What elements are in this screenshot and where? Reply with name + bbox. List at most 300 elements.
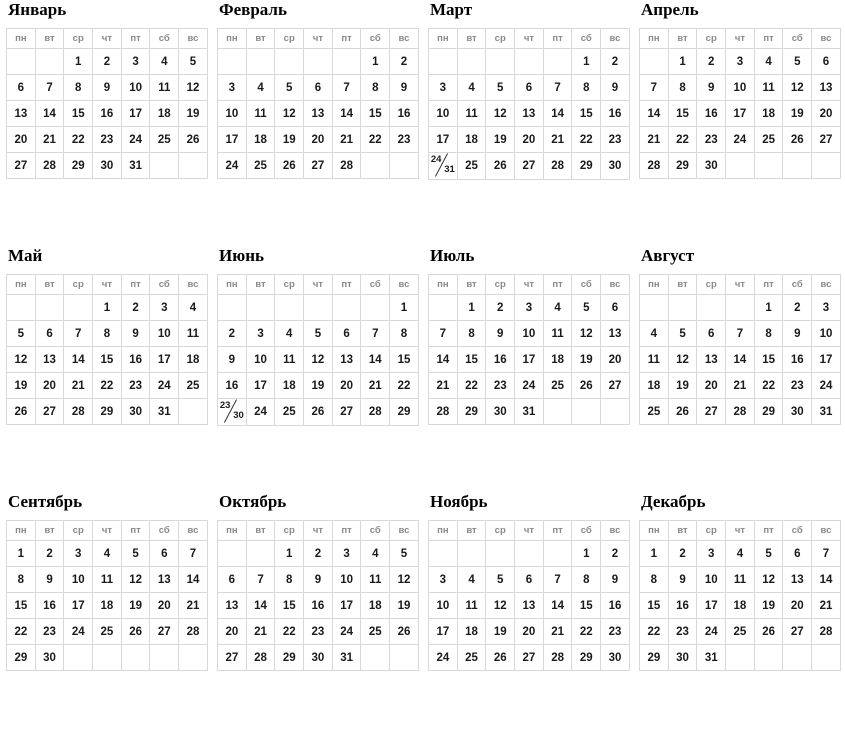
day-cell: 14	[543, 593, 572, 619]
day-cell: 25	[640, 399, 669, 425]
day-cell-empty	[361, 645, 390, 671]
week-row	[7, 75, 208, 101]
weekday-header-чт: чт	[304, 521, 333, 541]
day-cell: 28	[543, 153, 572, 180]
day-cell: 27	[812, 127, 841, 153]
day-cell: 15	[668, 101, 697, 127]
day-cell: 7	[179, 541, 208, 567]
day-cell: 29	[572, 153, 601, 180]
weekday-header-пн: пн	[429, 275, 458, 295]
weekday-header-row	[218, 521, 419, 541]
week-row	[429, 541, 630, 567]
day-cell: 31	[812, 399, 841, 425]
weekday-header-чт: чт	[515, 521, 544, 541]
day-cell-empty	[543, 399, 572, 425]
day-cell: 18	[275, 373, 304, 399]
day-cell: 14	[640, 101, 669, 127]
day-cell: 20	[150, 593, 179, 619]
day-cell: 17	[121, 101, 150, 127]
week-row	[640, 321, 841, 347]
day-cell: 31	[332, 645, 361, 671]
day-cell	[429, 153, 458, 180]
day-cell: 1	[572, 49, 601, 75]
day-cell: 27	[35, 399, 64, 425]
month-title: Май	[8, 246, 43, 265]
day-cell: 25	[457, 153, 486, 180]
day-cell: 4	[457, 567, 486, 593]
week-row	[429, 101, 630, 127]
day-cell: 20	[332, 373, 361, 399]
day-cell: 8	[64, 75, 93, 101]
day-cell: 26	[121, 619, 150, 645]
day-cell: 25	[754, 127, 783, 153]
weekday-header-ср: ср	[64, 275, 93, 295]
day-cell: 6	[783, 541, 812, 567]
month-block	[211, 0, 422, 246]
week-row	[429, 49, 630, 75]
weekday-header-вт: вт	[668, 521, 697, 541]
day-cell: 1	[361, 49, 390, 75]
day-cell: 15	[275, 593, 304, 619]
day-cell: 14	[179, 567, 208, 593]
day-cell: 11	[246, 101, 275, 127]
day-cell: 4	[275, 321, 304, 347]
day-cell: 13	[7, 101, 36, 127]
week-row	[218, 593, 419, 619]
week-row	[7, 373, 208, 399]
day-cell: 6	[35, 321, 64, 347]
day-cell: 22	[361, 127, 390, 153]
day-cell: 2	[601, 49, 630, 75]
day-cell: 28	[361, 399, 390, 426]
day-cell: 28	[726, 399, 755, 425]
weekday-header-пн: пн	[7, 29, 36, 49]
day-cell: 1	[457, 295, 486, 321]
day-cell: 22	[390, 373, 419, 399]
weekday-header-ср: ср	[486, 521, 515, 541]
month-title: Август	[641, 246, 695, 265]
weekday-header-сб: сб	[572, 275, 601, 295]
day-cell: 21	[812, 593, 841, 619]
day-cell: 3	[332, 541, 361, 567]
day-cell: 21	[179, 593, 208, 619]
weekday-header-пт: пт	[543, 521, 572, 541]
day-cell: 11	[275, 347, 304, 373]
weekday-header-row	[7, 521, 208, 541]
day-cell: 30	[93, 153, 122, 179]
weekday-header-пн: пн	[218, 521, 247, 541]
week-row	[429, 399, 630, 425]
week-row	[429, 127, 630, 153]
weekday-header-ср: ср	[486, 275, 515, 295]
weekday-header-сб: сб	[783, 521, 812, 541]
day-cell-empty	[457, 49, 486, 75]
day-cell: 28	[246, 645, 275, 671]
day-cell: 5	[179, 49, 208, 75]
week-row	[640, 49, 841, 75]
month-grid	[6, 520, 208, 671]
day-cell: 17	[515, 347, 544, 373]
day-cell: 2	[668, 541, 697, 567]
day-cell: 1	[390, 295, 419, 321]
day-cell: 5	[486, 567, 515, 593]
week-row	[429, 153, 630, 180]
day-cell: 28	[332, 153, 361, 179]
weekday-header-вс: вс	[179, 521, 208, 541]
day-cell: 12	[121, 567, 150, 593]
weekday-header-row	[640, 521, 841, 541]
weekday-header-ср: ср	[275, 521, 304, 541]
day-cell: 14	[246, 593, 275, 619]
day-cell: 11	[640, 347, 669, 373]
day-cell-empty	[218, 295, 247, 321]
day-cell: 17	[246, 373, 275, 399]
weekday-header-вс: вс	[179, 29, 208, 49]
weekday-header-пт: пт	[332, 275, 361, 295]
day-cell: 13	[218, 593, 247, 619]
week-row	[7, 619, 208, 645]
day-cell: 17	[726, 101, 755, 127]
week-row	[640, 541, 841, 567]
day-cell: 9	[121, 321, 150, 347]
day-cell: 9	[486, 321, 515, 347]
day-cell: 7	[812, 541, 841, 567]
month-grid	[428, 28, 630, 180]
month-title: Июль	[430, 246, 475, 265]
day-cell: 16	[697, 101, 726, 127]
day-cell: 12	[7, 347, 36, 373]
day-cell: 16	[783, 347, 812, 373]
day-cell-empty	[515, 541, 544, 567]
weekday-header-чт: чт	[93, 29, 122, 49]
weekday-header-чт: чт	[515, 275, 544, 295]
day-cell: 20	[812, 101, 841, 127]
weekday-header-вт: вт	[35, 521, 64, 541]
week-row	[429, 619, 630, 645]
week-row	[218, 619, 419, 645]
month-block	[0, 246, 211, 492]
day-cell: 18	[457, 619, 486, 645]
day-cell: 17	[697, 593, 726, 619]
day-cell: 12	[486, 101, 515, 127]
day-cell: 6	[332, 321, 361, 347]
day-cell: 9	[93, 75, 122, 101]
day-cell: 4	[640, 321, 669, 347]
day-cell-empty	[601, 399, 630, 425]
day-cell: 24	[429, 645, 458, 671]
day-cell: 25	[543, 373, 572, 399]
day-cell: 20	[7, 127, 36, 153]
day-cell-empty	[783, 645, 812, 671]
day-cell: 11	[457, 101, 486, 127]
weekday-header-пн: пн	[7, 275, 36, 295]
day-cell-empty	[543, 541, 572, 567]
day-cell: 13	[783, 567, 812, 593]
day-cell: 9	[668, 567, 697, 593]
day-cell: 27	[150, 619, 179, 645]
day-cell-empty	[390, 153, 419, 179]
day-cell: 28	[64, 399, 93, 425]
weekday-header-сб: сб	[783, 275, 812, 295]
day-cell: 16	[121, 347, 150, 373]
day-cell: 26	[486, 153, 515, 180]
day-cell: 2	[486, 295, 515, 321]
month-block	[0, 492, 211, 738]
day-cell: 16	[93, 101, 122, 127]
day-cell: 10	[812, 321, 841, 347]
day-cell: 27	[304, 153, 333, 179]
weekday-header-пн: пн	[429, 29, 458, 49]
day-cell: 18	[93, 593, 122, 619]
day-cell: 3	[697, 541, 726, 567]
day-cell: 15	[390, 347, 419, 373]
weekday-header-пт: пт	[754, 29, 783, 49]
day-cell: 12	[486, 593, 515, 619]
day-cell-empty	[64, 295, 93, 321]
day-cell: 4	[754, 49, 783, 75]
weekday-header-вс: вс	[390, 521, 419, 541]
day-cell: 29	[64, 153, 93, 179]
week-row	[218, 541, 419, 567]
day-cell: 5	[783, 49, 812, 75]
month-block	[422, 492, 633, 738]
day-cell: 3	[150, 295, 179, 321]
day-cell: 1	[754, 295, 783, 321]
month-grid	[6, 28, 208, 179]
weekday-header-сб: сб	[572, 521, 601, 541]
weekday-header-вс: вс	[390, 29, 419, 49]
day-cell: 6	[218, 567, 247, 593]
weekday-header-сб: сб	[150, 521, 179, 541]
day-cell: 8	[572, 567, 601, 593]
month-title: Март	[430, 0, 473, 19]
day-cell: 2	[35, 541, 64, 567]
day-cell: 21	[361, 373, 390, 399]
day-cell-empty	[246, 541, 275, 567]
week-row	[640, 75, 841, 101]
month-grid	[6, 274, 208, 425]
day-cell: 23	[486, 373, 515, 399]
day-cell: 24	[812, 373, 841, 399]
weekday-header-row	[640, 275, 841, 295]
day-cell: 13	[35, 347, 64, 373]
day-cell: 11	[150, 75, 179, 101]
day-cell: 12	[572, 321, 601, 347]
day-cell: 17	[812, 347, 841, 373]
weekday-header-пт: пт	[332, 521, 361, 541]
weekday-header-row	[429, 29, 630, 49]
weekday-header-вт: вт	[457, 29, 486, 49]
dual-day-first: 24	[430, 154, 442, 165]
month-grid	[639, 520, 841, 671]
day-cell: 21	[35, 127, 64, 153]
day-cell: 18	[361, 593, 390, 619]
day-cell: 22	[7, 619, 36, 645]
weekday-header-сб: сб	[361, 275, 390, 295]
weekday-header-пт: пт	[121, 275, 150, 295]
day-cell: 19	[7, 373, 36, 399]
day-cell: 7	[429, 321, 458, 347]
month-block	[422, 246, 633, 492]
weekday-header-вс: вс	[179, 275, 208, 295]
day-cell: 29	[275, 645, 304, 671]
weekday-header-пн: пн	[218, 275, 247, 295]
day-cell: 18	[179, 347, 208, 373]
week-row	[640, 127, 841, 153]
day-cell: 16	[486, 347, 515, 373]
weekday-header-row	[7, 275, 208, 295]
weekday-header-пн: пн	[218, 29, 247, 49]
day-cell: 22	[64, 127, 93, 153]
dual-day	[430, 153, 456, 176]
day-cell: 16	[304, 593, 333, 619]
weekday-header-вт: вт	[668, 275, 697, 295]
day-cell-empty	[361, 153, 390, 179]
day-cell: 2	[304, 541, 333, 567]
day-cell: 19	[179, 101, 208, 127]
day-cell: 24	[697, 619, 726, 645]
day-cell: 2	[93, 49, 122, 75]
day-cell: 30	[121, 399, 150, 425]
week-row	[429, 645, 630, 671]
day-cell-empty	[486, 541, 515, 567]
day-cell: 6	[515, 567, 544, 593]
day-cell: 29	[93, 399, 122, 425]
day-cell: 22	[275, 619, 304, 645]
day-cell: 7	[726, 321, 755, 347]
day-cell-empty	[275, 295, 304, 321]
month-title: Июнь	[219, 246, 264, 265]
day-cell: 26	[783, 127, 812, 153]
day-cell: 12	[304, 347, 333, 373]
day-cell: 31	[697, 645, 726, 671]
day-cell: 24	[150, 373, 179, 399]
day-cell: 27	[697, 399, 726, 425]
day-cell: 3	[429, 75, 458, 101]
day-cell: 27	[515, 645, 544, 671]
day-cell: 27	[332, 399, 361, 426]
day-cell: 20	[218, 619, 247, 645]
day-cell-empty	[332, 49, 361, 75]
day-cell: 13	[332, 347, 361, 373]
week-row	[429, 593, 630, 619]
day-cell: 11	[361, 567, 390, 593]
day-cell: 25	[246, 153, 275, 179]
week-row	[429, 295, 630, 321]
day-cell: 5	[572, 295, 601, 321]
day-cell: 25	[275, 399, 304, 426]
day-cell: 15	[754, 347, 783, 373]
day-cell-empty	[179, 645, 208, 671]
week-row	[218, 645, 419, 671]
day-cell: 26	[572, 373, 601, 399]
day-cell-empty	[218, 541, 247, 567]
weekday-header-ср: ср	[486, 29, 515, 49]
day-cell: 23	[390, 127, 419, 153]
day-cell: 17	[64, 593, 93, 619]
week-row	[640, 619, 841, 645]
weekday-header-вт: вт	[246, 29, 275, 49]
day-cell: 4	[93, 541, 122, 567]
day-cell: 20	[601, 347, 630, 373]
day-cell: 26	[7, 399, 36, 425]
weekday-header-ср: ср	[275, 29, 304, 49]
month-title: Февраль	[219, 0, 287, 19]
dual-day-second: 30	[233, 409, 244, 421]
day-cell: 11	[179, 321, 208, 347]
day-cell: 8	[93, 321, 122, 347]
day-cell: 2	[601, 541, 630, 567]
day-cell-empty	[332, 295, 361, 321]
day-cell: 30	[697, 153, 726, 179]
day-cell: 17	[218, 127, 247, 153]
day-cell-empty	[726, 645, 755, 671]
day-cell-empty	[246, 295, 275, 321]
day-cell: 5	[275, 75, 304, 101]
day-cell: 10	[218, 101, 247, 127]
weekday-header-ср: ср	[697, 29, 726, 49]
day-cell: 10	[429, 593, 458, 619]
day-cell: 8	[640, 567, 669, 593]
weekday-header-вс: вс	[390, 275, 419, 295]
day-cell: 27	[7, 153, 36, 179]
weekday-header-пн: пн	[640, 275, 669, 295]
day-cell: 16	[668, 593, 697, 619]
day-cell: 4	[150, 49, 179, 75]
day-cell: 8	[275, 567, 304, 593]
day-cell: 29	[640, 645, 669, 671]
weekday-header-вс: вс	[812, 275, 841, 295]
day-cell: 29	[668, 153, 697, 179]
day-cell: 31	[150, 399, 179, 425]
day-cell: 4	[246, 75, 275, 101]
day-cell: 4	[361, 541, 390, 567]
week-row	[429, 567, 630, 593]
day-cell: 9	[304, 567, 333, 593]
weekday-header-пт: пт	[754, 521, 783, 541]
weekday-header-чт: чт	[93, 275, 122, 295]
day-cell: 13	[150, 567, 179, 593]
day-cell-empty	[361, 295, 390, 321]
day-cell: 3	[64, 541, 93, 567]
day-cell: 4	[457, 75, 486, 101]
day-cell: 15	[572, 593, 601, 619]
day-cell: 22	[572, 127, 601, 153]
day-cell: 26	[304, 399, 333, 426]
day-cell: 29	[457, 399, 486, 425]
day-cell: 7	[35, 75, 64, 101]
day-cell: 28	[179, 619, 208, 645]
day-cell: 21	[543, 127, 572, 153]
month-grid	[217, 520, 419, 671]
day-cell-empty	[179, 399, 208, 425]
day-cell: 30	[486, 399, 515, 425]
day-cell: 28	[543, 645, 572, 671]
day-cell: 10	[246, 347, 275, 373]
day-cell: 30	[35, 645, 64, 671]
day-cell-empty	[35, 295, 64, 321]
week-row	[640, 295, 841, 321]
weekday-header-чт: чт	[93, 521, 122, 541]
day-cell: 26	[486, 645, 515, 671]
month-block	[211, 492, 422, 738]
day-cell: 12	[275, 101, 304, 127]
day-cell: 10	[515, 321, 544, 347]
day-cell: 7	[640, 75, 669, 101]
day-cell: 6	[812, 49, 841, 75]
day-cell: 5	[304, 321, 333, 347]
day-cell-empty	[150, 153, 179, 179]
